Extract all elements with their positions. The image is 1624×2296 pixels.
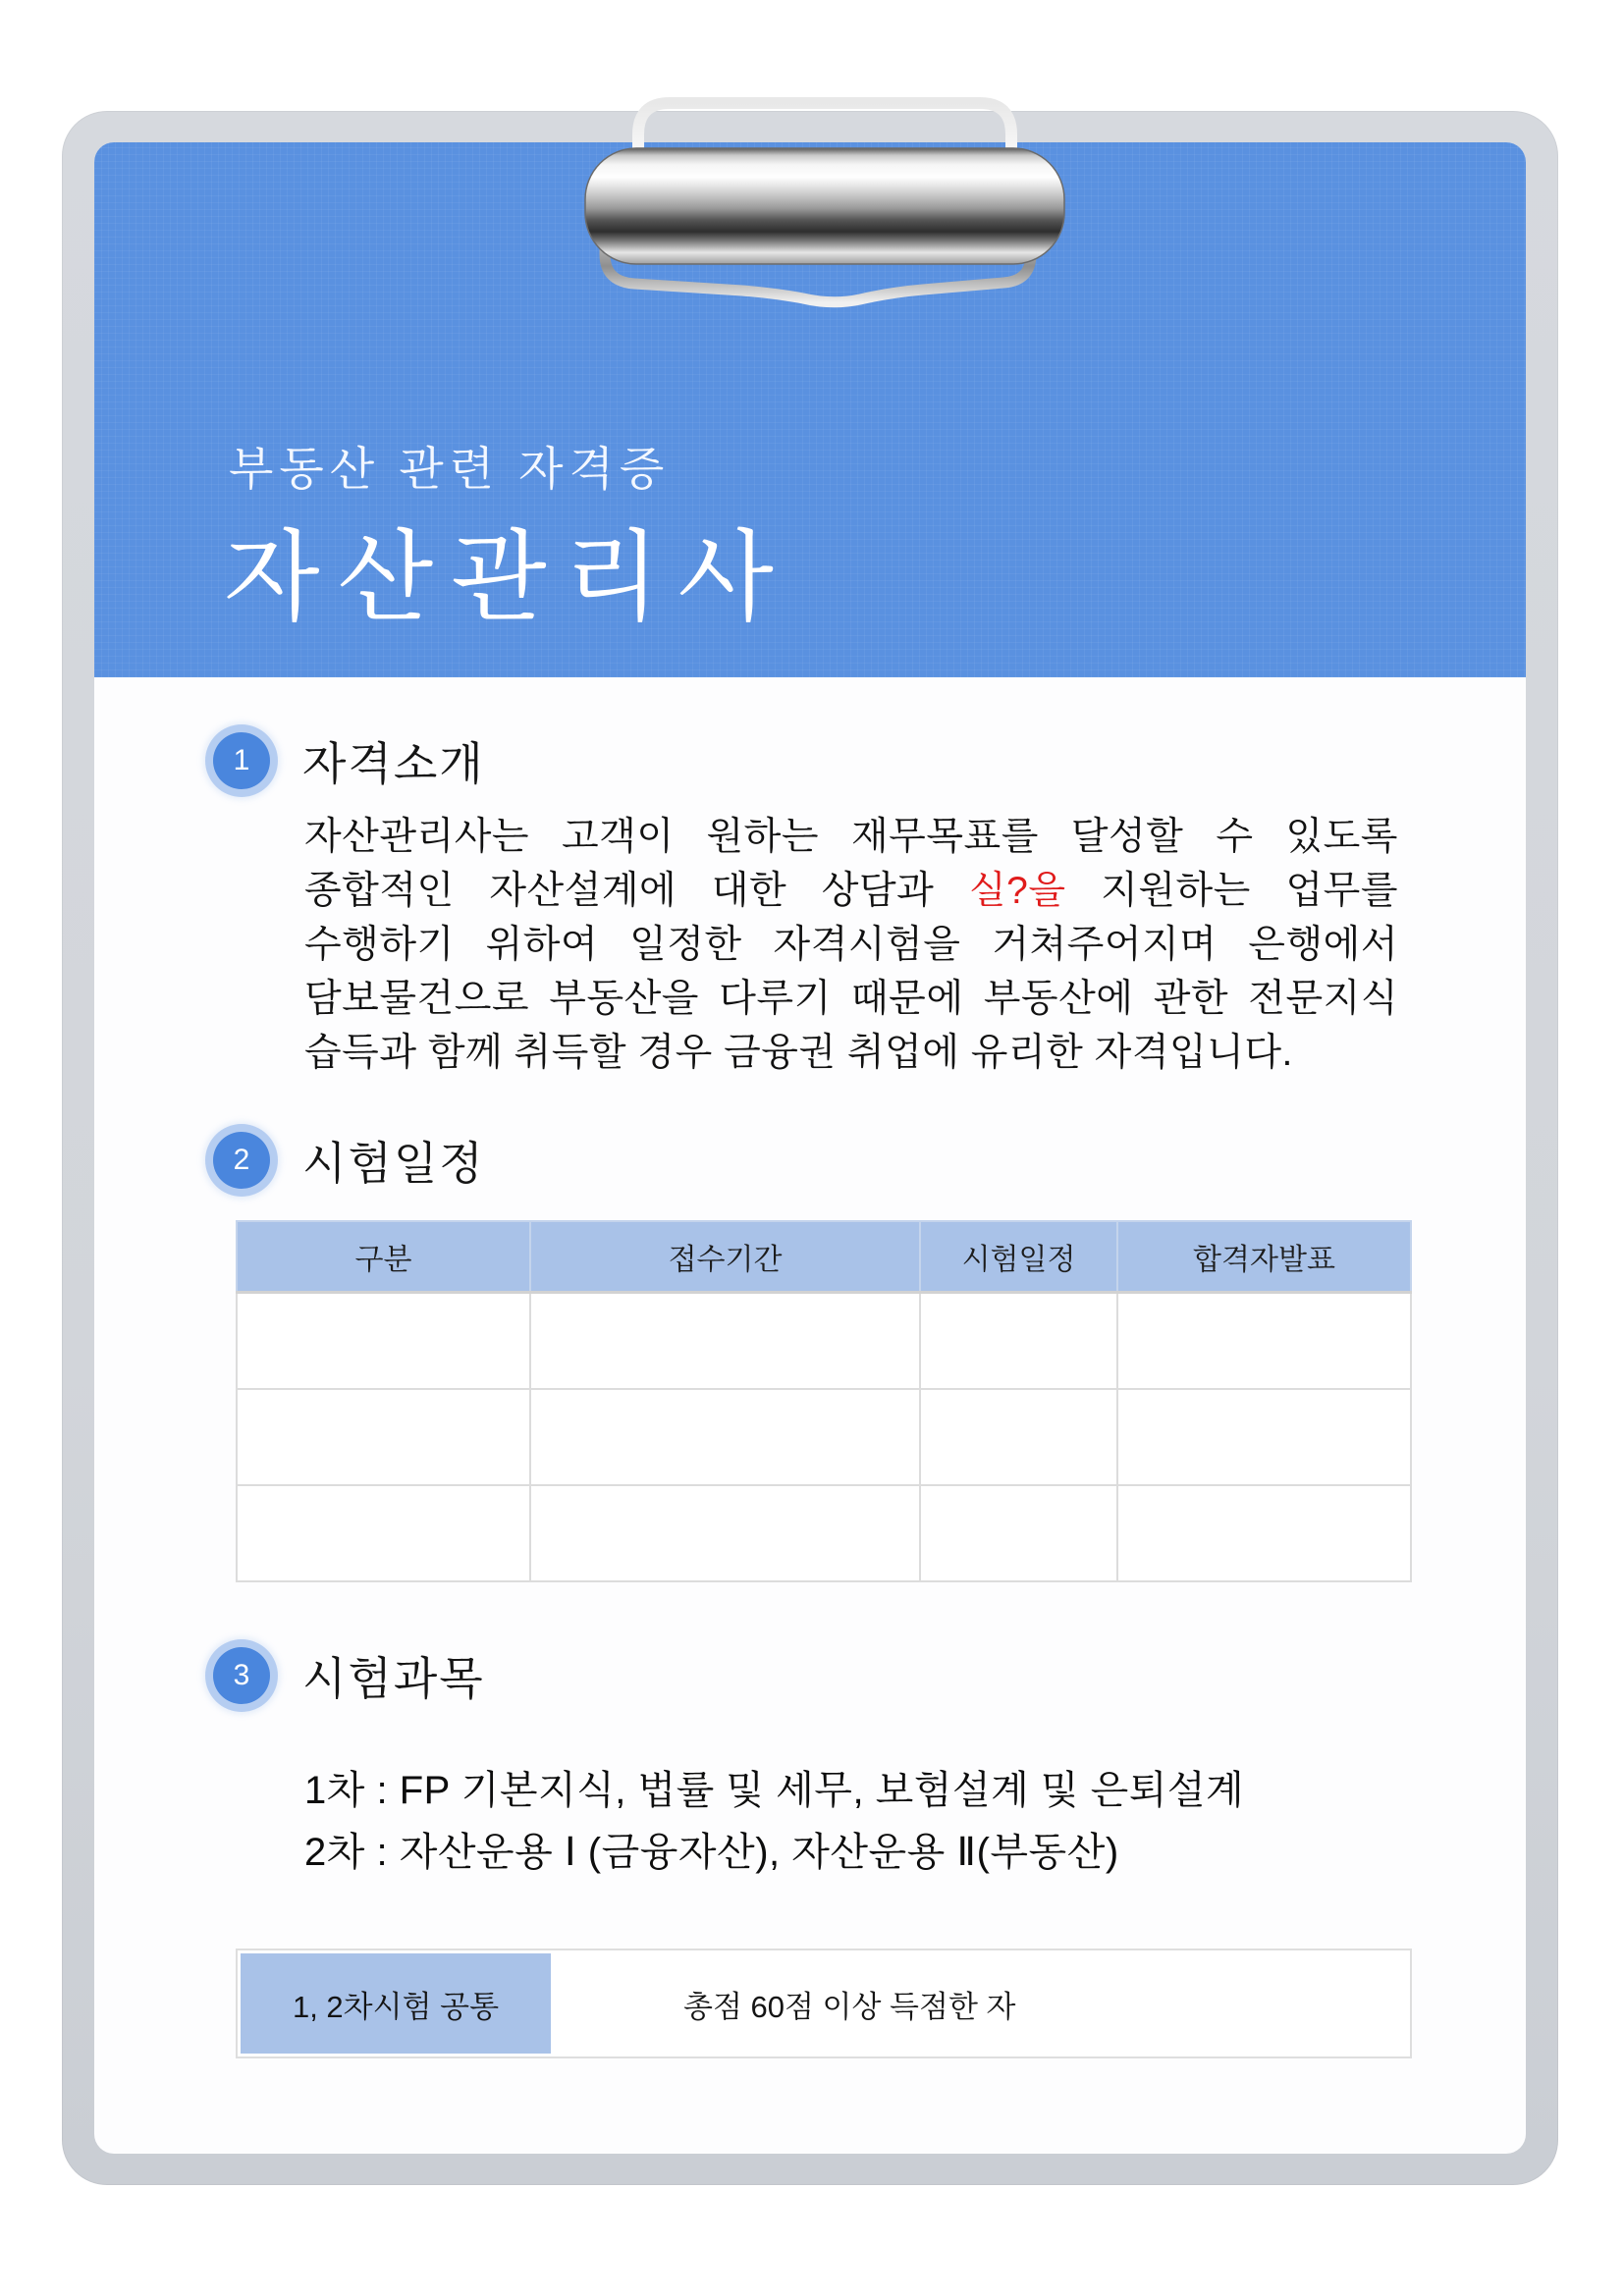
table-cell bbox=[530, 1485, 920, 1581]
column-header-category: 구분 bbox=[237, 1221, 530, 1293]
section-number-badge-2: 2 bbox=[213, 1132, 270, 1189]
intro-text-before: 자산관리사는 고객이 원하는 재무목표를 달성할 수 있도록 종합적인 자산설계에 대한 상담과 bbox=[304, 816, 1398, 912]
table-cell bbox=[1117, 1485, 1411, 1581]
table-cell bbox=[237, 1389, 530, 1485]
schedule-table bbox=[236, 1220, 1412, 1582]
passing-score-label: 1, 2차시험 공통 bbox=[238, 1950, 554, 2056]
section-heading-intro: 자격소개 bbox=[302, 738, 485, 789]
passing-score-value: 총점 60점 이상 득점한 자 bbox=[683, 1989, 1016, 2024]
intro-paragraph bbox=[304, 810, 1398, 1080]
table-cell bbox=[530, 1293, 920, 1390]
clipboard-page bbox=[94, 142, 1526, 2154]
table-cell bbox=[920, 1293, 1117, 1390]
column-header-registration-period: 접수기간 bbox=[530, 1221, 920, 1293]
section-intro-header bbox=[213, 729, 485, 792]
table-cell bbox=[1117, 1389, 1411, 1485]
clipboard-clip-icon bbox=[550, 83, 1100, 329]
table-row bbox=[237, 1293, 1411, 1390]
section-heading-subjects: 시험과목 bbox=[302, 1653, 485, 1704]
section-number-badge-1: 1 bbox=[213, 732, 270, 789]
subjects-line-2: 2차 : 자산운용 Ⅰ (금융자산), 자산운용 Ⅱ(부동산) bbox=[304, 1831, 1119, 1874]
table-row bbox=[237, 1389, 1411, 1485]
table-cell bbox=[237, 1485, 530, 1581]
header-subtitle: 부동산 관련 자격증 bbox=[229, 443, 671, 495]
table-cell bbox=[920, 1389, 1117, 1485]
table-row bbox=[237, 1485, 1411, 1581]
table-cell bbox=[920, 1485, 1117, 1581]
intro-text-red: 실?을 bbox=[968, 870, 1066, 912]
table-cell bbox=[530, 1389, 920, 1485]
passing-score-table bbox=[236, 1949, 1412, 2058]
subjects-line-1: 1차 : FP 기본지식, 법률 및 세무, 보험설계 및 은퇴설계 bbox=[304, 1769, 1245, 1812]
section-heading-schedule: 시험일정 bbox=[302, 1138, 485, 1189]
header-title: 자산관리사 bbox=[224, 523, 791, 633]
table-cell bbox=[237, 1293, 530, 1390]
section-subjects-header bbox=[213, 1644, 485, 1707]
column-header-result-announcement: 합격자발표 bbox=[1117, 1221, 1411, 1293]
column-header-exam-date: 시험일정 bbox=[920, 1221, 1117, 1293]
subjects-list bbox=[304, 1760, 1244, 1884]
section-schedule-header bbox=[213, 1129, 485, 1192]
schedule-table-header-row bbox=[237, 1221, 1411, 1293]
section-number-badge-3: 3 bbox=[213, 1647, 270, 1704]
table-cell bbox=[1117, 1293, 1411, 1390]
intro-text-after: 지원하는 업무를 수행하기 위하여 일정한 자격시험을 거쳐주어지며 은행에서 담보물건으로 부동산을 다루기 때문에 부동산에 관한 전문지식 습득과 함께 취득할 경우 금융권 취업에 유리한 자격입니다. bbox=[304, 870, 1398, 1074]
